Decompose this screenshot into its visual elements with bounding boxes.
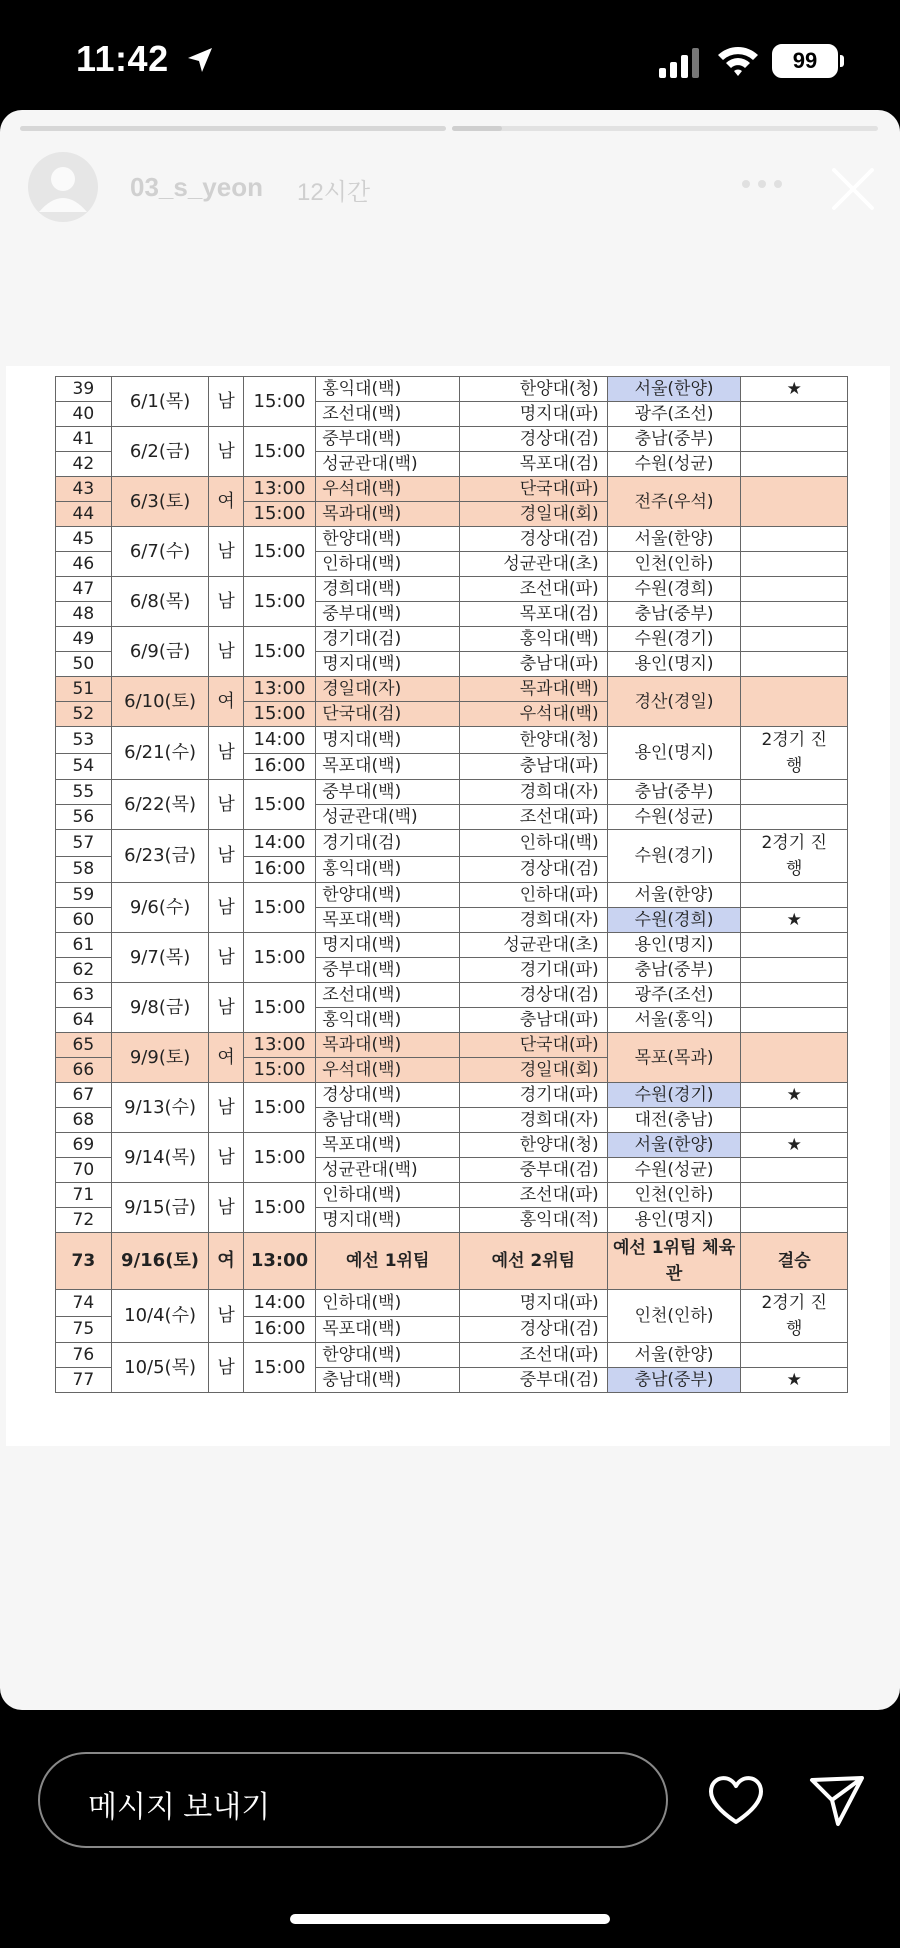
table-row [56, 377, 848, 402]
match-number: 49 [56, 627, 112, 652]
match-gender: 남 [209, 780, 243, 830]
away-team: 목과대(백) [460, 677, 608, 702]
away-team: 경희대(자) [460, 780, 608, 805]
away-team: 홍익대(적) [460, 1208, 608, 1233]
match-gender: 남 [209, 933, 243, 983]
match-number: 66 [56, 1058, 112, 1083]
match-note [741, 1183, 848, 1208]
match-date: 6/1(목) [111, 377, 209, 427]
match-date: 6/21(수) [111, 727, 209, 780]
away-team: 중부대(검) [460, 1158, 608, 1183]
away-team: 단국대(파) [460, 1033, 608, 1058]
match-number: 58 [56, 856, 112, 883]
home-team: 목과대(백) [316, 502, 460, 527]
match-venue: 인천(인하) [607, 1183, 741, 1208]
match-venue: 수원(경희) [607, 908, 741, 933]
match-gender: 남 [209, 1290, 243, 1343]
home-team: 경기대(검) [316, 830, 460, 857]
away-team: 명지대(파) [460, 402, 608, 427]
match-note [741, 552, 848, 577]
match-date: 9/9(토) [111, 1033, 209, 1083]
match-note: ★ [741, 908, 848, 933]
away-team: 한양대(청) [460, 1133, 608, 1158]
match-number: 44 [56, 502, 112, 527]
away-team: 목포대(검) [460, 602, 608, 627]
match-note: ★ [741, 1133, 848, 1158]
table-row [56, 780, 848, 805]
home-team: 명지대(백) [316, 652, 460, 677]
match-gender: 남 [209, 377, 243, 427]
match-venue: 서울(홍익) [607, 1008, 741, 1033]
match-time: 15:00 [243, 577, 316, 627]
match-note [741, 627, 848, 652]
match-note [741, 1208, 848, 1233]
match-gender: 남 [209, 1133, 243, 1183]
status-bar [0, 0, 900, 110]
home-team: 목과대(백) [316, 1033, 460, 1058]
story-username[interactable]: 03_s_yeon [130, 172, 263, 202]
match-number: 39 [56, 377, 112, 402]
home-team: 인하대(백) [316, 1290, 460, 1317]
story-image [6, 366, 890, 1446]
match-number: 75 [56, 1316, 112, 1343]
away-team: 우석대(백) [460, 702, 608, 727]
match-gender: 남 [209, 1343, 243, 1393]
home-team: 중부대(백) [316, 427, 460, 452]
match-note [741, 1008, 848, 1033]
story-viewer[interactable] [0, 110, 900, 1710]
match-note [741, 427, 848, 452]
away-team: 한양대(청) [460, 727, 608, 754]
home-team: 목포대(백) [316, 1133, 460, 1158]
match-time: 15:00 [243, 377, 316, 427]
away-team: 경일대(회) [460, 502, 608, 527]
home-team: 성균관대(백) [316, 452, 460, 477]
away-team: 한양대(청) [460, 377, 608, 402]
home-team: 목포대(백) [316, 908, 460, 933]
match-gender: 남 [209, 427, 243, 477]
cellular-signal-icon [657, 48, 701, 78]
away-team: 조선대(파) [460, 1183, 608, 1208]
home-team: 우석대(백) [316, 1058, 460, 1083]
match-number: 65 [56, 1033, 112, 1058]
match-number: 55 [56, 780, 112, 805]
home-team: 홍익대(백) [316, 856, 460, 883]
home-team: 경일대(자) [316, 677, 460, 702]
match-venue: 대전(충남) [607, 1108, 741, 1133]
home-team: 경희대(백) [316, 577, 460, 602]
away-team: 충남대(파) [460, 1008, 608, 1033]
match-time: 15:00 [243, 933, 316, 983]
home-team: 성균관대(백) [316, 805, 460, 830]
match-date: 6/23(금) [111, 830, 209, 883]
match-date: 9/14(목) [111, 1133, 209, 1183]
away-team: 단국대(파) [460, 477, 608, 502]
match-time: 15:00 [243, 702, 316, 727]
message-input[interactable] [38, 1752, 668, 1848]
match-number: 60 [56, 908, 112, 933]
table-row [56, 933, 848, 958]
away-team: 충남대(파) [460, 753, 608, 780]
home-team: 명지대(백) [316, 933, 460, 958]
match-number: 63 [56, 983, 112, 1008]
match-venue: 광주(조선) [607, 983, 741, 1008]
clock: 11:42 [76, 38, 169, 79]
match-gender: 남 [209, 883, 243, 933]
match-date: 9/7(목) [111, 933, 209, 983]
match-note [741, 577, 848, 602]
match-date: 6/3(토) [111, 477, 209, 527]
away-team: 조선대(파) [460, 577, 608, 602]
match-date: 10/4(수) [111, 1290, 209, 1343]
away-team: 홍익대(백) [460, 627, 608, 652]
home-team: 중부대(백) [316, 958, 460, 983]
match-date: 9/8(금) [111, 983, 209, 1033]
home-team: 인하대(백) [316, 1183, 460, 1208]
match-note [741, 477, 848, 527]
match-note [741, 958, 848, 983]
table-row [56, 830, 848, 857]
match-time: 16:00 [243, 1316, 316, 1343]
match-number: 70 [56, 1158, 112, 1183]
match-time: 15:00 [243, 502, 316, 527]
match-number: 72 [56, 1208, 112, 1233]
home-team: 목포대(백) [316, 1316, 460, 1343]
schedule-table [55, 376, 848, 1393]
home-team: 한양대(백) [316, 1343, 460, 1368]
match-time: 14:00 [243, 1290, 316, 1317]
match-venue: 충남(중부) [607, 780, 741, 805]
match-time: 15:00 [243, 1343, 316, 1393]
match-number: 41 [56, 427, 112, 452]
match-number: 67 [56, 1083, 112, 1108]
match-time: 15:00 [243, 627, 316, 677]
match-number: 56 [56, 805, 112, 830]
match-note [741, 933, 848, 958]
home-team: 경기대(검) [316, 627, 460, 652]
table-row [56, 1183, 848, 1208]
match-time: 15:00 [243, 1183, 316, 1233]
match-venue: 목포(목과) [607, 1033, 741, 1083]
match-number: 52 [56, 702, 112, 727]
match-number: 64 [56, 1008, 112, 1033]
away-team: 경상대(검) [460, 983, 608, 1008]
match-venue: 수원(성균) [607, 805, 741, 830]
match-number: 45 [56, 527, 112, 552]
table-row [56, 527, 848, 552]
away-team: 경기대(파) [460, 1083, 608, 1108]
table-row [56, 1033, 848, 1058]
match-gender: 남 [209, 577, 243, 627]
table-row [56, 627, 848, 652]
home-team: 명지대(백) [316, 727, 460, 754]
away-team: 중부대(검) [460, 1368, 608, 1393]
match-note [741, 402, 848, 427]
match-venue: 전주(우석) [607, 477, 741, 527]
match-note: 결승 [741, 1233, 848, 1290]
avatar[interactable] [28, 152, 98, 222]
home-team: 홍익대(백) [316, 1008, 460, 1033]
away-team: 경일대(회) [460, 1058, 608, 1083]
match-note [741, 1033, 848, 1083]
match-date: 9/6(수) [111, 883, 209, 933]
match-number: 48 [56, 602, 112, 627]
heart-icon[interactable] [706, 1772, 766, 1828]
away-team: 경상대(검) [460, 1316, 608, 1343]
match-number: 42 [56, 452, 112, 477]
table-row [56, 477, 848, 502]
match-venue: 서울(한양) [607, 883, 741, 908]
match-venue: 충남(중부) [607, 1368, 741, 1393]
home-team: 단국대(검) [316, 702, 460, 727]
location-arrow-icon [184, 44, 216, 76]
match-number: 73 [56, 1233, 112, 1290]
more-options-icon[interactable] [740, 174, 784, 194]
message-placeholder: 메시지 보내기 [88, 1791, 271, 1824]
match-number: 54 [56, 753, 112, 780]
table-row [56, 727, 848, 754]
home-team: 한양대(백) [316, 883, 460, 908]
match-gender: 여 [209, 477, 243, 527]
away-team: 명지대(파) [460, 1290, 608, 1317]
match-time: 15:00 [243, 883, 316, 933]
away-team: 경상대(검) [460, 427, 608, 452]
match-venue: 충남(중부) [607, 602, 741, 627]
match-number: 61 [56, 933, 112, 958]
match-date: 6/22(목) [111, 780, 209, 830]
match-venue: 인천(인하) [607, 552, 741, 577]
match-time: 13:00 [243, 1233, 316, 1290]
home-team: 충남대(백) [316, 1108, 460, 1133]
match-gender: 남 [209, 527, 243, 577]
table-row [56, 1083, 848, 1108]
table-row [56, 983, 848, 1008]
match-number: 53 [56, 727, 112, 754]
home-team: 중부대(백) [316, 602, 460, 627]
match-number: 57 [56, 830, 112, 857]
away-team: 성균관대(초) [460, 552, 608, 577]
home-team: 경상대(백) [316, 1083, 460, 1108]
match-note [741, 1158, 848, 1183]
match-note: ★ [741, 377, 848, 402]
match-time: 13:00 [243, 677, 316, 702]
match-note [741, 780, 848, 805]
home-team: 한양대(백) [316, 527, 460, 552]
away-team: 성균관대(초) [460, 933, 608, 958]
match-note [741, 805, 848, 830]
home-team: 인하대(백) [316, 552, 460, 577]
match-venue: 서울(한양) [607, 527, 741, 552]
match-time: 16:00 [243, 856, 316, 883]
away-team: 예선 2위팀 [460, 1233, 608, 1290]
table-row [56, 427, 848, 452]
match-date: 6/9(금) [111, 627, 209, 677]
story-progress-segment [20, 126, 446, 131]
match-note [741, 602, 848, 627]
away-team: 인하대(백) [460, 830, 608, 857]
match-time: 15:00 [243, 527, 316, 577]
match-venue: 서울(한양) [607, 1133, 741, 1158]
default-avatar-icon [28, 152, 98, 222]
match-number: 77 [56, 1368, 112, 1393]
match-time: 14:00 [243, 727, 316, 754]
match-date: 10/5(목) [111, 1343, 209, 1393]
home-team: 조선대(백) [316, 983, 460, 1008]
match-note [741, 652, 848, 677]
home-team: 중부대(백) [316, 780, 460, 805]
match-date: 6/7(수) [111, 527, 209, 577]
close-icon[interactable] [828, 164, 878, 214]
match-venue: 충남(중부) [607, 958, 741, 983]
table-row [56, 883, 848, 908]
match-note [741, 527, 848, 552]
match-number: 46 [56, 552, 112, 577]
away-team: 충남대(파) [460, 652, 608, 677]
match-gender: 남 [209, 1083, 243, 1133]
away-team: 인하대(파) [460, 883, 608, 908]
match-note [741, 983, 848, 1008]
match-gender: 남 [209, 983, 243, 1033]
match-venue: 용인(명지) [607, 652, 741, 677]
match-date: 9/15(금) [111, 1183, 209, 1233]
home-team: 예선 1위팀 [316, 1233, 460, 1290]
match-gender: 여 [209, 1233, 243, 1290]
match-time: 15:00 [243, 780, 316, 830]
match-time: 15:00 [243, 1083, 316, 1133]
match-number: 76 [56, 1343, 112, 1368]
match-venue: 인천(인하) [607, 1290, 741, 1343]
match-note: 2경기 진행 [741, 727, 848, 780]
match-note [741, 677, 848, 727]
away-team: 목포대(검) [460, 452, 608, 477]
match-venue: 용인(명지) [607, 727, 741, 780]
match-time: 15:00 [243, 1133, 316, 1183]
wifi-icon [716, 44, 760, 78]
match-time: 15:00 [243, 1058, 316, 1083]
match-note [741, 452, 848, 477]
match-time: 14:00 [243, 830, 316, 857]
home-team: 목포대(백) [316, 753, 460, 780]
match-venue: 수원(성균) [607, 1158, 741, 1183]
match-note: 2경기 진행 [741, 1290, 848, 1343]
battery-indicator: 99 [772, 44, 838, 78]
match-venue: 광주(조선) [607, 402, 741, 427]
match-number: 62 [56, 958, 112, 983]
match-venue: 용인(명지) [607, 1208, 741, 1233]
match-time: 13:00 [243, 1033, 316, 1058]
away-team: 조선대(파) [460, 1343, 608, 1368]
match-gender: 남 [209, 1183, 243, 1233]
match-time: 15:00 [243, 427, 316, 477]
send-icon[interactable] [808, 1772, 866, 1828]
match-note [741, 1343, 848, 1368]
battery-tip [840, 55, 844, 67]
match-note [741, 883, 848, 908]
match-gender: 남 [209, 627, 243, 677]
match-venue: 용인(명지) [607, 933, 741, 958]
match-venue: 충남(중부) [607, 427, 741, 452]
match-venue: 수원(경기) [607, 627, 741, 652]
match-note: 2경기 진행 [741, 830, 848, 883]
match-number: 74 [56, 1290, 112, 1317]
home-team: 성균관대(백) [316, 1158, 460, 1183]
home-indicator[interactable] [290, 1914, 610, 1924]
table-row [56, 1290, 848, 1317]
match-date: 9/13(수) [111, 1083, 209, 1133]
match-venue: 수원(경기) [607, 830, 741, 883]
match-venue: 경산(경일) [607, 677, 741, 727]
away-team: 경상대(검) [460, 856, 608, 883]
table-row [56, 577, 848, 602]
match-time: 15:00 [243, 983, 316, 1033]
match-gender: 여 [209, 677, 243, 727]
match-number: 59 [56, 883, 112, 908]
match-number: 69 [56, 1133, 112, 1158]
away-team: 경상대(검) [460, 527, 608, 552]
match-date: 6/8(목) [111, 577, 209, 627]
away-team: 경기대(파) [460, 958, 608, 983]
match-time: 13:00 [243, 477, 316, 502]
match-number: 47 [56, 577, 112, 602]
home-team: 충남대(백) [316, 1368, 460, 1393]
table-row [56, 677, 848, 702]
match-number: 50 [56, 652, 112, 677]
match-gender: 여 [209, 1033, 243, 1083]
match-note: ★ [741, 1083, 848, 1108]
match-number: 43 [56, 477, 112, 502]
match-number: 40 [56, 402, 112, 427]
match-venue: 서울(한양) [607, 377, 741, 402]
story-timestamp: 12시간 [297, 179, 371, 206]
match-date: 9/16(토) [111, 1233, 209, 1290]
match-venue: 수원(경기) [607, 1083, 741, 1108]
home-team: 조선대(백) [316, 402, 460, 427]
match-venue: 예선 1위팀 체육관 [607, 1233, 741, 1290]
table-row [56, 1133, 848, 1158]
match-gender: 남 [209, 830, 243, 883]
match-venue: 서울(한양) [607, 1343, 741, 1368]
match-note [741, 1108, 848, 1133]
match-time: 16:00 [243, 753, 316, 780]
table-row [56, 1343, 848, 1368]
match-note: ★ [741, 1368, 848, 1393]
away-team: 조선대(파) [460, 805, 608, 830]
story-progress-segment [452, 126, 878, 131]
match-number: 68 [56, 1108, 112, 1133]
match-venue: 수원(경희) [607, 577, 741, 602]
home-team: 홍익대(백) [316, 377, 460, 402]
match-date: 6/2(금) [111, 427, 209, 477]
match-date: 6/10(토) [111, 677, 209, 727]
home-team: 명지대(백) [316, 1208, 460, 1233]
match-number: 71 [56, 1183, 112, 1208]
match-gender: 남 [209, 727, 243, 780]
match-venue: 수원(성균) [607, 452, 741, 477]
table-row [56, 1233, 848, 1290]
away-team: 경희대(자) [460, 908, 608, 933]
match-number: 51 [56, 677, 112, 702]
away-team: 경희대(자) [460, 1108, 608, 1133]
home-team: 우석대(백) [316, 477, 460, 502]
